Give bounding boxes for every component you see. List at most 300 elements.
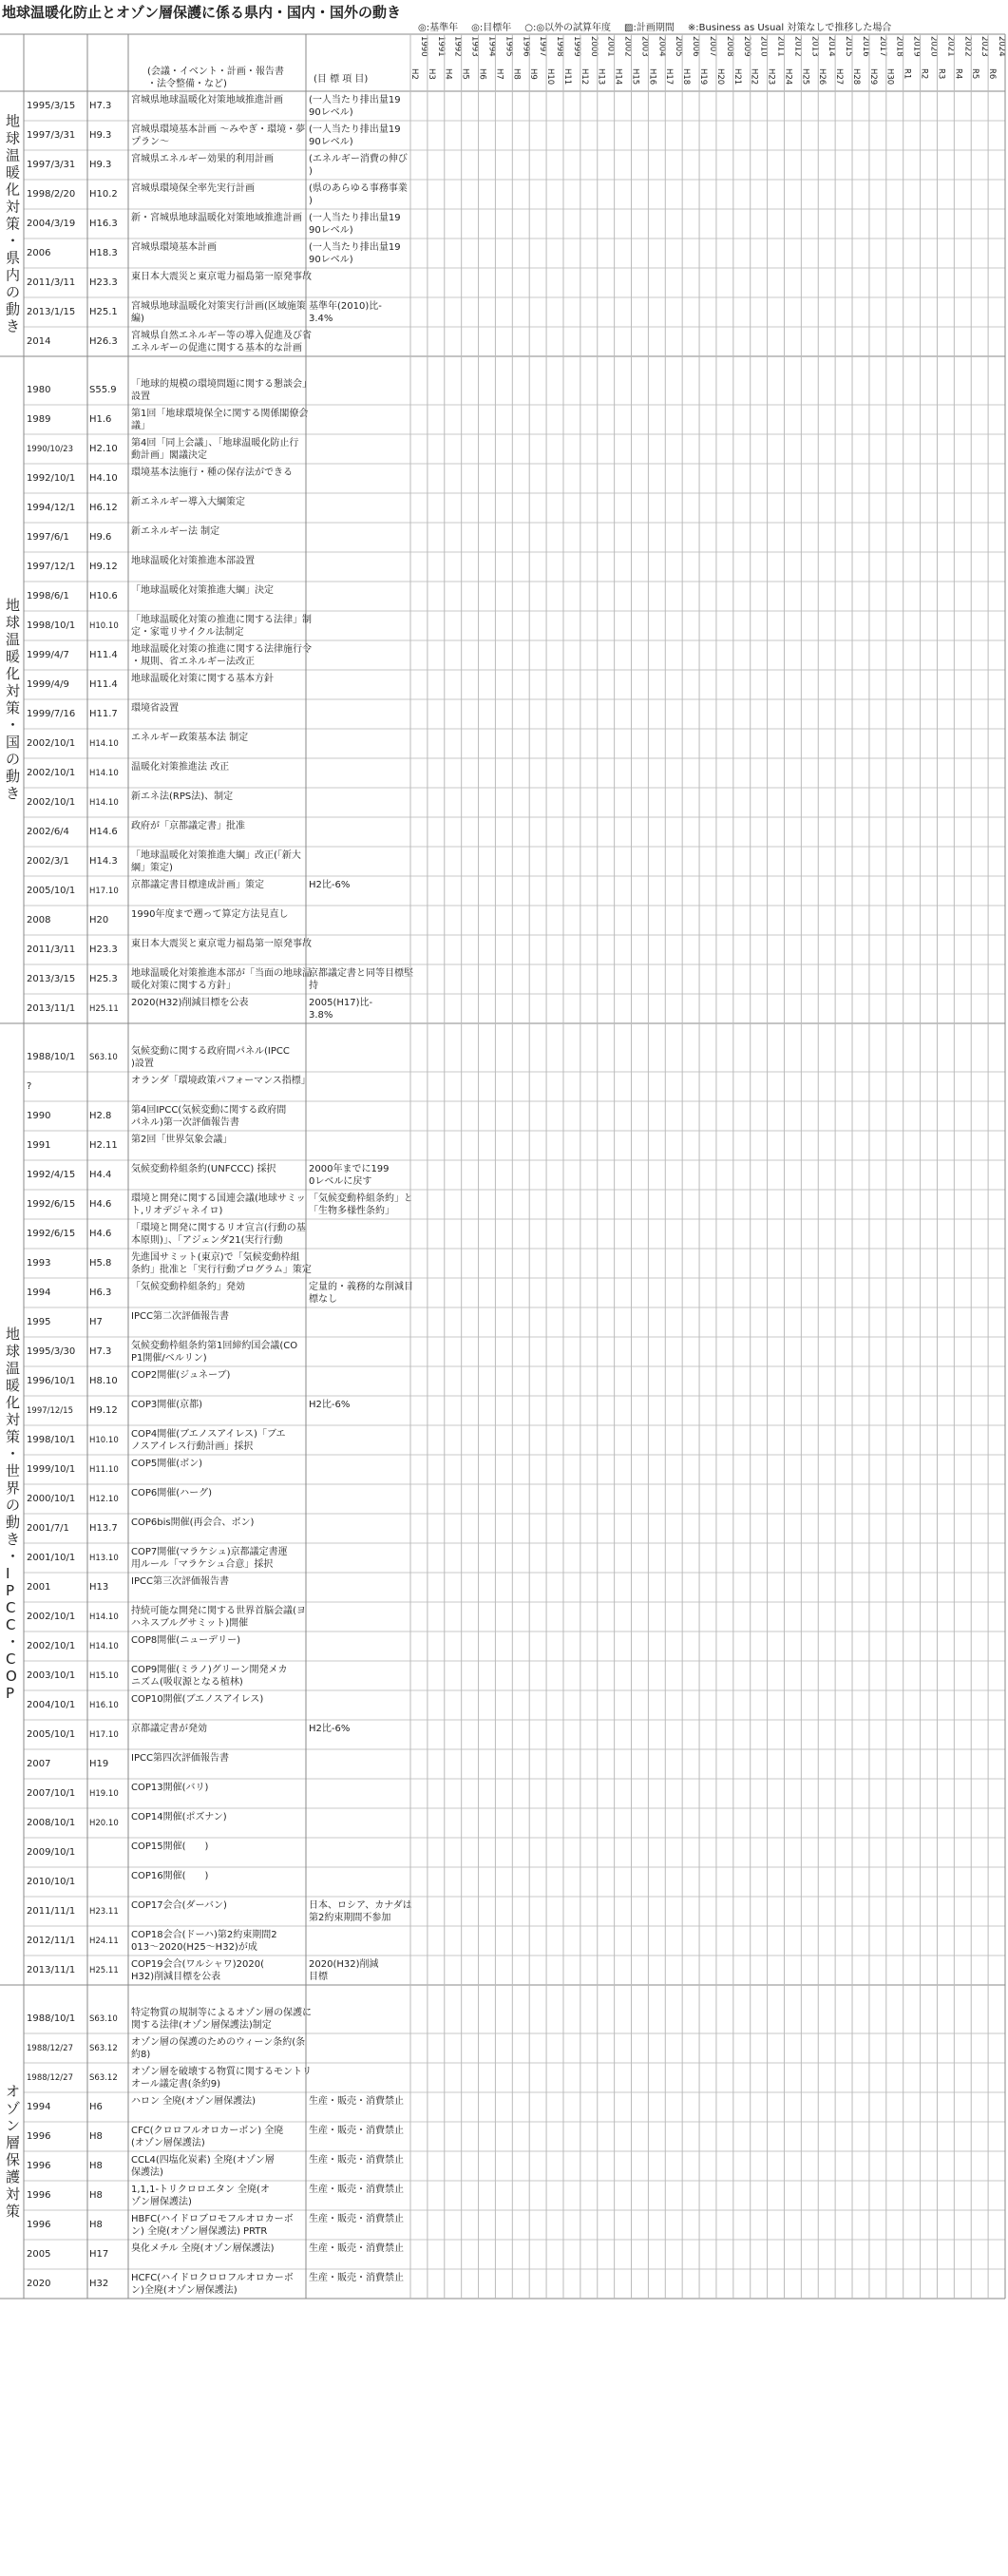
row-event: COP18会合(ドーハ)第2約束期間2 bbox=[131, 1930, 277, 1940]
row-date: 1994 bbox=[27, 2102, 51, 2112]
row-event: IPCC第三次評価報告書 bbox=[131, 1576, 229, 1587]
row-date: 1991 bbox=[27, 1140, 51, 1151]
row-target: 生産・販売・消費禁止 bbox=[309, 2155, 404, 2166]
row-era: H20 bbox=[89, 915, 109, 925]
row-era: H9.12 bbox=[89, 562, 118, 572]
year-jp-label: H14 bbox=[613, 68, 623, 86]
row-era: H8 bbox=[89, 2190, 103, 2201]
row-era: H2.8 bbox=[89, 1111, 112, 1121]
row-event: 新エネルギー導入大綱策定 bbox=[131, 497, 245, 507]
year-jp-label: R1 bbox=[902, 68, 912, 80]
row-event: COP8開催(ニューデリー) bbox=[131, 1635, 241, 1646]
row-event: 約8) bbox=[131, 2050, 151, 2060]
year-jp-label: H22 bbox=[749, 68, 759, 86]
row-target: 定量的・義務的な削減目 bbox=[309, 1282, 413, 1292]
row-date: 1997/6/1 bbox=[27, 532, 69, 543]
row-event: オランダ「環境政策パフォーマンス指標」 bbox=[131, 1076, 311, 1086]
year-jp-label: H20 bbox=[714, 68, 725, 86]
row-era: H10.6 bbox=[89, 591, 118, 601]
row-event: 新エネルギー法 制定 bbox=[131, 526, 220, 537]
row-event: ニズム(吸収源となる植林) bbox=[131, 1677, 243, 1688]
row-target: (エネルギー消費の伸び bbox=[309, 154, 408, 164]
row-date: 1997/3/31 bbox=[27, 130, 76, 141]
year-ad-label: 1994 bbox=[486, 36, 497, 57]
section-label-char: ・ bbox=[6, 1445, 21, 1462]
row-event: 気候変動枠組条約第1回締約国会議(CO bbox=[131, 1341, 298, 1351]
row-target: 持 bbox=[309, 981, 318, 991]
section-label-char: 策 bbox=[6, 215, 21, 233]
section-label-char: 暖 bbox=[6, 1377, 21, 1394]
row-event: IPCC第四次評価報告書 bbox=[131, 1753, 229, 1764]
row-date: ? bbox=[27, 1081, 32, 1092]
row-era: H23.3 bbox=[89, 945, 118, 955]
row-event: 第1回「地球環境保全に関する関係閣僚会 bbox=[131, 409, 309, 419]
row-event: オゾン層を破壊する物質に関するモントリ bbox=[131, 2067, 312, 2077]
row-date: 2002/10/1 bbox=[27, 1612, 76, 1622]
row-event: COP15開催( ) bbox=[131, 1841, 209, 1852]
row-event: 条約」批准と「実行行動プログラム」策定 bbox=[131, 1265, 312, 1275]
row-era: H14.10 bbox=[89, 739, 119, 749]
row-event: COP19会合(ワルシャワ)2020( bbox=[131, 1959, 265, 1970]
year-ad-label: 2000 bbox=[588, 36, 599, 57]
row-event: ・規則、省エネルギー法改正 bbox=[131, 657, 255, 667]
section-label-char: 暖 bbox=[6, 648, 21, 665]
row-era: H11.10 bbox=[89, 1465, 119, 1475]
row-date: 1997/3/31 bbox=[27, 160, 76, 170]
section-label-char: C bbox=[6, 1651, 16, 1668]
year-jp-label: H27 bbox=[834, 68, 845, 86]
year-ad-label: 1990 bbox=[418, 36, 428, 57]
row-era: H18.3 bbox=[89, 248, 118, 258]
row-target: 生産・販売・消費禁止 bbox=[309, 2243, 404, 2254]
section-label-char: 策 bbox=[6, 2203, 21, 2220]
row-event: 「気候変動枠組条約」発効 bbox=[131, 1282, 245, 1292]
row-era: H7.3 bbox=[89, 101, 112, 111]
row-event: オゾン層の保護のためのウィーン条約(条 bbox=[131, 2037, 306, 2048]
year-jp-label: H9 bbox=[528, 68, 539, 80]
row-era: H14.10 bbox=[89, 769, 119, 778]
row-era: H11.4 bbox=[89, 679, 118, 690]
section-label-char: ン bbox=[6, 2117, 21, 2134]
row-date: 1992/4/15 bbox=[27, 1170, 76, 1180]
section-label-char: 化 bbox=[6, 665, 21, 682]
row-date: 2005/10/1 bbox=[27, 1729, 76, 1740]
row-date: 1990 bbox=[27, 1111, 51, 1121]
legend-item: ◎:目標年 bbox=[471, 23, 512, 33]
row-event: エネルギーの促進に関する基本的な計画 bbox=[131, 343, 302, 353]
year-ad-label: 1995 bbox=[504, 36, 514, 57]
row-era: H14.10 bbox=[89, 1642, 119, 1651]
row-event: 編) bbox=[131, 314, 144, 324]
year-jp-label: H24 bbox=[783, 68, 793, 86]
row-event: 気候変動に関する政府間パネル(IPCC bbox=[131, 1046, 290, 1057]
row-era: H14.3 bbox=[89, 856, 118, 867]
row-era: H8.10 bbox=[89, 1376, 118, 1386]
row-event: オール議定書(条約9) bbox=[131, 2079, 220, 2089]
row-event: COP4開催(ブエノスアイレス)「ブエ bbox=[131, 1429, 286, 1440]
row-era: H4.6 bbox=[89, 1229, 112, 1239]
row-date: 2008/10/1 bbox=[27, 1818, 76, 1828]
row-date: 2002/10/1 bbox=[27, 1641, 76, 1651]
row-era: H32 bbox=[89, 2279, 109, 2289]
row-date: 2004/3/19 bbox=[27, 219, 76, 229]
row-target: H2比-6% bbox=[309, 880, 351, 890]
row-era: H4.6 bbox=[89, 1199, 112, 1210]
row-date: 2007/10/1 bbox=[27, 1788, 76, 1799]
row-date: 1992/6/15 bbox=[27, 1229, 76, 1239]
row-date: 2001/7/1 bbox=[27, 1523, 69, 1534]
row-era: H20.10 bbox=[89, 1819, 119, 1828]
section-label-char: 護 bbox=[6, 2168, 21, 2185]
row-date: 1996 bbox=[27, 2220, 51, 2230]
row-target: 生産・販売・消費禁止 bbox=[309, 2214, 404, 2224]
row-event: ン)全廃(オゾン層保護法) bbox=[131, 2285, 238, 2296]
row-date: 1996 bbox=[27, 2190, 51, 2201]
row-date: 1989 bbox=[27, 414, 51, 425]
row-date: 2013/11/1 bbox=[27, 1965, 76, 1975]
row-era: H19 bbox=[89, 1759, 109, 1769]
legend-item: ◎:基準年 bbox=[418, 23, 459, 33]
row-date: 2005 bbox=[27, 2249, 51, 2260]
section-label-char: 保 bbox=[6, 2151, 21, 2168]
row-date: 1999/4/7 bbox=[27, 650, 69, 660]
year-ad-label: 2016 bbox=[860, 36, 870, 57]
year-ad-label: 1997 bbox=[538, 36, 548, 57]
year-ad-label: 2019 bbox=[911, 36, 922, 57]
year-ad-label: 2014 bbox=[827, 36, 837, 57]
row-target: (一人当たり排出量19 bbox=[309, 242, 401, 253]
year-ad-label: 1992 bbox=[452, 36, 463, 57]
row-date: 1998/10/1 bbox=[27, 620, 76, 631]
year-ad-label: 2023 bbox=[979, 36, 990, 57]
row-era: H13.10 bbox=[89, 1554, 119, 1563]
row-event: ン) 全廃(オゾン層保護法) PRTR bbox=[131, 2226, 268, 2237]
row-era: H19.10 bbox=[89, 1789, 119, 1799]
row-target: 2020(H32)削減 bbox=[309, 1959, 379, 1970]
row-date: 1999/7/16 bbox=[27, 709, 76, 719]
section-label-char: 界 bbox=[6, 1479, 21, 1497]
row-event: 京都議定書が発効 bbox=[131, 1724, 207, 1734]
row-date: 2002/3/1 bbox=[27, 856, 69, 867]
section-label-char: I bbox=[6, 1565, 10, 1582]
row-event: 京都議定書目標達成計画」策定 bbox=[131, 880, 264, 890]
row-era: H4.10 bbox=[89, 473, 118, 484]
row-era: H10.10 bbox=[89, 621, 119, 631]
row-event: プラン～ bbox=[131, 137, 169, 147]
row-date: 2003/10/1 bbox=[27, 1670, 76, 1681]
section-label-char: 地 bbox=[6, 112, 21, 130]
row-target: (一人当たり排出量19 bbox=[309, 213, 401, 223]
row-event: 環境と開発に関する国連会議(地球サミッ bbox=[131, 1193, 306, 1204]
row-event: 定・家電リサイクル法制定 bbox=[131, 627, 244, 638]
row-date: 1997/12/15 bbox=[27, 1406, 73, 1416]
row-date: 1996 bbox=[27, 2131, 51, 2142]
row-target: 90レベル) bbox=[309, 225, 353, 236]
row-date: 2001 bbox=[27, 1582, 51, 1593]
section-label-char: O bbox=[6, 1668, 17, 1685]
row-event: 東日本大震災と東京電力福島第一原発事故 bbox=[131, 939, 312, 949]
row-event: 用ルール「マラケシュ合意」採択 bbox=[131, 1559, 274, 1570]
row-era: H25.1 bbox=[89, 307, 118, 317]
year-ad-label: 2004 bbox=[656, 36, 667, 57]
year-jp-label: H16 bbox=[647, 68, 657, 86]
year-ad-label: 2011 bbox=[775, 36, 786, 57]
row-event: 1,1,1-トリクロロエタン 全廃(オ bbox=[131, 2185, 270, 2195]
row-event: COP10開催(ブエノスアイレス) bbox=[131, 1694, 264, 1705]
row-event: ハロン 全廃(オゾン層保護法) bbox=[131, 2096, 256, 2107]
row-event: )設置 bbox=[131, 1059, 154, 1069]
year-ad-label: 2015 bbox=[844, 36, 854, 57]
row-era: H5.8 bbox=[89, 1258, 112, 1269]
year-jp-label: H17 bbox=[664, 68, 675, 86]
row-event: 特定物質の規制等によるオゾン層の保護に bbox=[131, 2008, 312, 2018]
year-ad-label: 1991 bbox=[435, 36, 446, 57]
year-ad-label: 2013 bbox=[809, 36, 820, 57]
year-jp-label: H15 bbox=[630, 68, 640, 86]
year-jp-label: R2 bbox=[919, 68, 929, 80]
row-era: H16.10 bbox=[89, 1701, 119, 1710]
row-date: 1995/3/15 bbox=[27, 101, 76, 111]
row-date: 1988/12/27 bbox=[27, 2073, 73, 2083]
row-era: H23.11 bbox=[89, 1907, 119, 1917]
row-target: 基準年(2010)比- bbox=[309, 301, 382, 312]
row-date: 1995/3/30 bbox=[27, 1346, 76, 1357]
row-target: 3.4% bbox=[309, 314, 333, 324]
row-event: P1開催/ベルリン) bbox=[131, 1353, 207, 1364]
row-date: 1999/4/9 bbox=[27, 679, 69, 690]
row-event: 宮城県地球温暖化対策実行計画(区域施策 bbox=[131, 301, 306, 312]
row-era: H9.3 bbox=[89, 130, 112, 141]
row-era: H14.6 bbox=[89, 827, 118, 837]
row-event: 環境基本法施行・種の保存法ができる bbox=[131, 467, 293, 478]
row-era: H17.10 bbox=[89, 887, 119, 896]
section-label-char: き bbox=[6, 785, 21, 802]
section-label-char: 世 bbox=[6, 1462, 21, 1479]
section-label-char: 温 bbox=[6, 631, 21, 648]
row-event: 東日本大震災と東京電力福島第一原発事故 bbox=[131, 272, 312, 282]
row-target: 90レベル) bbox=[309, 255, 353, 265]
row-date: 1999/10/1 bbox=[27, 1464, 76, 1475]
row-date: 1992/6/15 bbox=[27, 1199, 76, 1210]
year-jp-label: H13 bbox=[596, 68, 606, 86]
year-jp-label: R4 bbox=[953, 68, 963, 80]
section-label-char: 球 bbox=[6, 129, 21, 147]
year-ad-label: 2003 bbox=[639, 36, 650, 57]
year-ad-label: 2021 bbox=[945, 36, 956, 57]
row-date: 2009/10/1 bbox=[27, 1847, 76, 1858]
row-event: COP3開催(京都) bbox=[131, 1400, 203, 1410]
row-event: 「地球温暖化対策推進大綱」改正(「新大 bbox=[131, 850, 301, 861]
section-label-char: 球 bbox=[6, 614, 21, 631]
year-ad-label: 1998 bbox=[555, 36, 565, 57]
section-label-char: 温 bbox=[6, 1360, 21, 1377]
year-jp-label: H8 bbox=[511, 68, 522, 80]
section-label-char: き bbox=[6, 317, 21, 335]
section-label-char: 内 bbox=[6, 266, 21, 284]
row-era: H13.7 bbox=[89, 1523, 118, 1534]
year-jp-label: H11 bbox=[561, 68, 572, 86]
section-label-char: 国 bbox=[6, 734, 21, 751]
year-jp-label: H6 bbox=[477, 68, 487, 80]
row-date: 1995 bbox=[27, 1317, 51, 1327]
section-label-char: 暖 bbox=[6, 163, 21, 181]
row-event: COP9開催(ミラノ)グリーン開発メカ bbox=[131, 1665, 288, 1675]
row-date: 1992/10/1 bbox=[27, 473, 76, 484]
row-date: 1988/12/27 bbox=[27, 2044, 73, 2053]
row-event: 「地球温暖化対策の推進に関する法律」制 bbox=[131, 615, 312, 625]
row-event: ノスアイレス行動計画」採択 bbox=[131, 1441, 254, 1452]
year-jp-label: R3 bbox=[936, 68, 946, 80]
row-event: COP13開催(バリ) bbox=[131, 1783, 209, 1793]
row-era: H16.3 bbox=[89, 219, 118, 229]
row-event: CCL4(四塩化炭素) 全廃(オゾン層 bbox=[131, 2155, 275, 2166]
row-era: H9.12 bbox=[89, 1405, 118, 1416]
row-event: 宮城県エネルギー効果的利用計画 bbox=[131, 154, 274, 164]
row-event: 「地球温暖化対策推進大綱」決定 bbox=[131, 585, 274, 596]
section-label-char: 策 bbox=[6, 699, 21, 716]
page-title: 地球温暖化防止とオゾン層保護に係る県内・国内・国外の動き bbox=[2, 4, 402, 21]
row-era: H25.11 bbox=[89, 1004, 119, 1014]
row-era: H14.10 bbox=[89, 1612, 119, 1622]
legend-item: ○:◎以外の試算年度 bbox=[524, 23, 612, 33]
row-target: ) bbox=[309, 166, 313, 177]
section-label-char: 対 bbox=[6, 198, 21, 216]
row-era: H17.10 bbox=[89, 1730, 119, 1740]
row-era: H7.3 bbox=[89, 1346, 112, 1357]
year-ad-label: 2022 bbox=[962, 36, 973, 57]
header-event: (会議・イベント・計画・報告書 bbox=[147, 67, 284, 77]
row-date: 1988/10/1 bbox=[27, 1052, 76, 1062]
row-event: (オゾン層保護法) bbox=[131, 2138, 205, 2148]
row-date: 2002/10/1 bbox=[27, 797, 76, 808]
legend-item: ※:Business as Usual 対策なしで推移した場合 bbox=[687, 23, 892, 33]
year-jp-label: H5 bbox=[460, 68, 470, 80]
row-date: 1998/10/1 bbox=[27, 1435, 76, 1445]
row-date: 1994/12/1 bbox=[27, 503, 76, 513]
row-event: COP6bis開催(再会合、ボン) bbox=[131, 1517, 255, 1528]
row-era: S63.10 bbox=[89, 2014, 118, 2024]
row-date: 1993 bbox=[27, 1258, 51, 1269]
row-target: (一人当たり排出量19 bbox=[309, 124, 401, 135]
row-event: 宮城県地球温暖化対策地域推進計画 bbox=[131, 95, 283, 105]
row-event: 議」 bbox=[131, 421, 150, 431]
row-date: 2013/11/1 bbox=[27, 1003, 76, 1014]
section-label-char: の bbox=[6, 283, 21, 301]
section-label-char: ゾ bbox=[6, 2100, 21, 2117]
row-event: 地球温暖化対策に関する基本方針 bbox=[131, 674, 274, 684]
row-era: S63.10 bbox=[89, 1053, 118, 1062]
row-target: 日本、ロシア、カナダは bbox=[309, 1900, 412, 1911]
row-target: 2005(H17)比- bbox=[309, 998, 373, 1008]
row-date: 2001/10/1 bbox=[27, 1553, 76, 1563]
year-ad-label: 2006 bbox=[691, 36, 701, 57]
row-date: 1998/6/1 bbox=[27, 591, 69, 601]
row-era: H8 bbox=[89, 2131, 103, 2142]
row-era: H9.6 bbox=[89, 532, 112, 543]
year-jp-label: H2 bbox=[409, 68, 419, 80]
section-label-char: 動 bbox=[6, 300, 21, 318]
row-date: 1980 bbox=[27, 385, 51, 395]
row-event: 環境省設置 bbox=[131, 703, 179, 714]
row-target: 標なし bbox=[309, 1294, 337, 1305]
row-era: S55.9 bbox=[89, 385, 117, 395]
row-target: 生産・販売・消費禁止 bbox=[309, 2185, 404, 2195]
row-event: ト,リオデジャネイロ) bbox=[131, 1206, 223, 1216]
row-era: H6 bbox=[89, 2102, 103, 2112]
year-jp-label: H18 bbox=[681, 68, 692, 86]
row-target: 2000年までに199 bbox=[309, 1164, 390, 1174]
row-event: エネルギー政策基本法 制定 bbox=[131, 733, 249, 743]
row-event: IPCC第二次評価報告書 bbox=[131, 1311, 229, 1322]
row-date: 2013/1/15 bbox=[27, 307, 76, 317]
row-date: 2011/11/1 bbox=[27, 1906, 76, 1917]
row-event: COP5開催(ボン) bbox=[131, 1459, 203, 1469]
row-era: H11.4 bbox=[89, 650, 118, 660]
year-ad-label: 2009 bbox=[741, 36, 751, 57]
row-event: 宮城県自然エネルギー等の導入促進及び省 bbox=[131, 331, 312, 341]
row-event: 第4回「同上会議」、「地球温暖化防止行 bbox=[131, 438, 299, 448]
year-ad-label: 2024 bbox=[997, 36, 1007, 57]
row-event: 新・宮城県地球温暖化対策地域推進計画 bbox=[131, 213, 302, 223]
year-jp-label: H12 bbox=[579, 68, 589, 86]
row-date: 1990/10/23 bbox=[27, 445, 73, 454]
year-jp-label: H25 bbox=[800, 68, 810, 86]
row-event: COP16開催( ) bbox=[131, 1871, 209, 1881]
section-label-char: 地 bbox=[6, 1326, 21, 1343]
section-label-char: C bbox=[6, 1616, 16, 1633]
row-era: H9.3 bbox=[89, 160, 112, 170]
year-jp-label: H4 bbox=[443, 68, 453, 80]
section-label-char: き bbox=[6, 1531, 21, 1548]
row-date: 2012/11/1 bbox=[27, 1936, 76, 1946]
row-era: H11.7 bbox=[89, 709, 118, 719]
section-label-char: ・ bbox=[6, 1548, 21, 1565]
section-label-char: オ bbox=[6, 2083, 21, 2100]
row-event: 暖化対策に関する方針」 bbox=[131, 981, 236, 991]
row-era: H10.2 bbox=[89, 189, 118, 200]
row-target: H2比-6% bbox=[309, 1724, 351, 1734]
year-jp-label: H26 bbox=[817, 68, 827, 86]
row-era: S63.12 bbox=[89, 2044, 118, 2053]
section-label-char: 策 bbox=[6, 1428, 21, 1445]
section-label-char: 温 bbox=[6, 146, 21, 164]
year-ad-label: 1999 bbox=[571, 36, 581, 57]
row-event: HCFC(ハイドロクロロフルオロカーボ bbox=[131, 2273, 294, 2283]
row-target: 「気候変動枠組条約」と bbox=[309, 1193, 413, 1204]
row-target: 90レベル) bbox=[309, 137, 353, 147]
row-event: ゾン層保護法) bbox=[131, 2197, 192, 2207]
section-label-char: 球 bbox=[6, 1343, 21, 1360]
section-label-char: C bbox=[6, 1599, 16, 1616]
row-date: 2004/10/1 bbox=[27, 1700, 76, 1710]
row-date: 2006 bbox=[27, 248, 51, 258]
row-event: 地球温暖化対策の推進に関する法律施行令 bbox=[131, 644, 312, 655]
row-event: 臭化メチル 全廃(オゾン層保護法) bbox=[131, 2243, 275, 2254]
section-label-char: 対 bbox=[6, 682, 21, 699]
row-event: CFC(クロロフルオロカーボン) 全廃 bbox=[131, 2126, 284, 2136]
row-event: 2020(H32)削減目標を公表 bbox=[131, 998, 249, 1008]
year-ad-label: 2001 bbox=[605, 36, 616, 57]
row-era: H14.10 bbox=[89, 798, 119, 808]
header-target: (目 標 項 目) bbox=[314, 74, 369, 85]
row-era: H12.10 bbox=[89, 1495, 119, 1504]
row-event: 保護法) bbox=[131, 2167, 163, 2178]
row-event: HBFC(ハイドロブロモフルオロカーボ bbox=[131, 2214, 294, 2224]
row-event: パネル)第一次評価報告書 bbox=[131, 1117, 239, 1128]
row-event: COP7開催(マラケシュ)京都議定書運 bbox=[131, 1547, 288, 1557]
year-ad-label: 2005 bbox=[674, 36, 684, 57]
year-ad-label: 2017 bbox=[877, 36, 887, 57]
